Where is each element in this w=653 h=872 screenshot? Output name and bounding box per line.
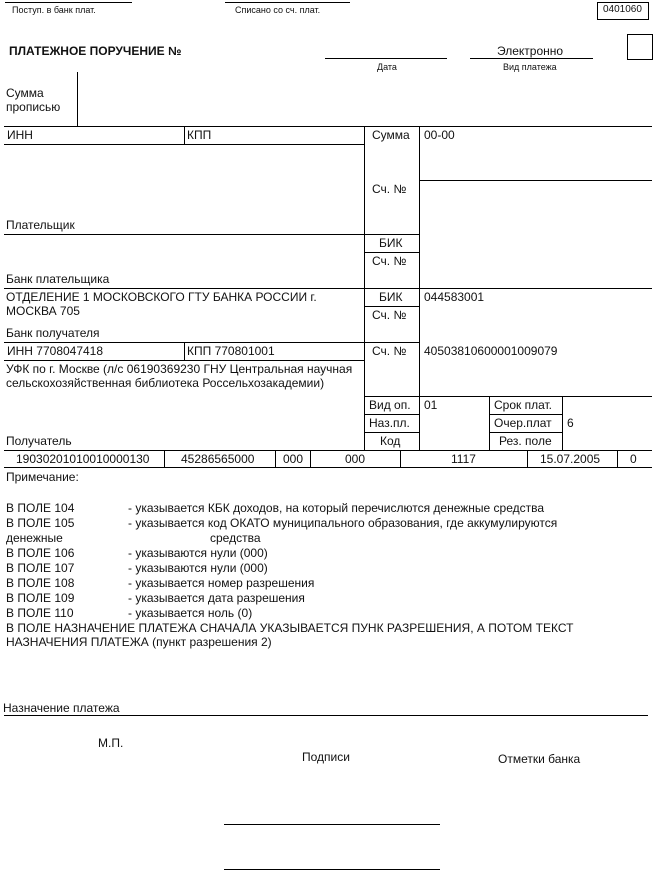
kod-label: Код [380,434,401,448]
payer-bank-label: Банк плательщика [6,272,110,286]
note-field: В ПОЛЕ 110 [6,606,74,620]
note-text: - указывается дата разрешения [128,591,305,605]
col-right-main [419,126,420,396]
recipient-bank-name: ОТДЕЛЕНИЕ 1 МОСКОВСКОГО ГТУ БАНКА РОССИИ г. МОСКВА 705 [6,290,317,318]
budget-div-1 [164,450,165,467]
recipient-label: Получатель [6,434,72,448]
recipient-bik-value: 044583001 [424,290,485,304]
budget-div-5 [527,450,528,467]
field-109: 15.07.2005 [540,452,601,466]
received-caption: Поступ. в банк плат. [12,5,96,15]
note-field: В ПОЛЕ 107 [6,561,75,575]
col-inn-kpp [184,126,185,144]
payer-label: Плательщик [6,218,75,232]
payment-type-value: Электронно [497,44,564,58]
form-code-box [597,2,649,20]
row-line-payer-bank [4,288,652,289]
note-field: В ПОЛЕ 104 [6,501,75,515]
recipient-bik-label: БИК [379,290,403,304]
col-codes-a [419,396,420,450]
status-box [627,34,653,60]
payment-type-line [470,58,593,59]
recipient-name: УФК по г. Москве (л/с 06190369230 ГНУ Центральная научная сельскохозяйственная библиотека Россельхозакадемии) [6,362,353,390]
payer-bik-label: БИК [379,236,403,250]
row-line-codes2 [364,414,419,415]
recipient-account-value: 40503810600001009079 [424,344,558,358]
note-final [6,621,646,649]
row-line-budget-bottom [4,467,652,468]
row-line-budget-top [4,450,652,451]
mp-label: М.П. [98,736,124,750]
debited-caption: Списано со сч. плат. [235,5,321,15]
note-text: - указывается номер разрешения [128,576,315,590]
row-line-inn-bottom [4,144,364,145]
ocher-value: 6 [567,416,574,430]
srok-label: Срок плат. [494,398,553,412]
note-text: - указываются нули (000) [128,546,268,560]
note-text: - указываются нули (000) [128,561,268,575]
note-text: средства [210,531,261,545]
note-field: денежные [6,531,63,545]
note-final-caps: В ПОЛЕ НАЗНАЧЕНИЕ ПЛАТЕЖА СНАЧАЛА УКАЗЫВАЕТСЯ ПУНК РАЗРЕШЕНИЯ, А ПОТОМ ТЕКСТ НАЗНАЧЕНИЯ ПЛАТЕЖА [6,621,574,649]
vid-op-value: 01 [424,398,438,412]
col-codes-c [562,396,563,450]
payer-bank-account-label: Сч. № [372,254,407,268]
sum-label: Сумма [372,128,410,142]
budget-div-6 [617,450,618,467]
row-line-codes [364,396,652,397]
row-line-inn2 [4,360,364,361]
recipient-account-label: Сч. № [372,344,407,358]
recipient-inn: ИНН 7708047418 [7,344,104,358]
note-field: В ПОЛЕ 106 [6,546,75,560]
signature-line-2 [224,869,440,870]
date-caption: Дата [377,62,397,72]
note-field: В ПОЛЕ 108 [6,576,75,590]
row-line-codes2b [489,414,562,415]
rez-label: Рез. поле [499,434,552,448]
budget-div-2 [275,450,276,467]
row-line-bik1 [364,252,419,253]
note-field: В ПОЛЕ 105 [6,516,75,530]
field-108: 1117 [451,452,476,466]
vid-op-label: Вид оп. [369,398,411,412]
field-107: 000 [345,452,366,466]
naz-pl-label: Наз.пл. [369,416,410,430]
budget-div-4 [400,450,401,467]
row-line-recip-bank [4,342,419,343]
payer-inn-label: ИНН [7,128,33,142]
page-title: ПЛАТЕЖНОЕ ПОРУЧЕНИЕ № [9,44,182,58]
recipient-kpp: КПП 770801001 [187,344,275,358]
note-field: В ПОЛЕ 109 [6,591,75,605]
note-label: Примечание: [6,470,79,484]
row-line-payer [4,234,419,235]
row-line-codes3b [489,432,562,433]
sum-value: 00-00 [424,128,455,142]
payer-account-label: Сч. № [372,182,407,196]
col-inn2-kpp2 [184,342,185,360]
bank-marks-label: Отметки банка [498,752,581,766]
purpose-line [4,715,648,716]
note-text: - указывается КБК доходов, на который перечислются денежные средства [128,501,545,515]
row-line-codes3 [364,432,419,433]
amount-words-label: Сумма прописью [6,86,61,114]
date-line [325,58,447,59]
field-110: 0 [630,452,637,466]
field-106: 000 [283,452,304,466]
signatures-label: Подписи [302,750,350,764]
note-text: - указывается код ОКАТО муниципального образования, где аккумулируются [128,516,558,530]
row-line-sum [419,180,652,181]
budget-div-3 [310,450,311,467]
note-text: - указывается ноль (0) [128,606,253,620]
row-line-inn [4,126,652,127]
payment-type-caption: Вид платежа [503,62,557,72]
payer-kpp-label: КПП [187,128,212,142]
recipient-bank-label: Банк получателя [6,326,100,340]
col-codes-b [489,396,490,450]
ocher-label: Очер.плат [494,416,552,430]
row-line-bik2 [364,306,419,307]
field-104-kbk: 19030201010010000130 [16,452,150,466]
field-105-okato: 45286565000 [181,452,255,466]
recipient-bank-account-label: Сч. № [372,308,407,322]
note-final-tail: (пункт разрешения 2) [152,635,272,649]
purpose-label: Назначение платежа [3,701,120,715]
signature-line-1 [224,824,440,825]
amount-words-divider [77,72,78,126]
form-code: 0401060 [603,4,642,15]
